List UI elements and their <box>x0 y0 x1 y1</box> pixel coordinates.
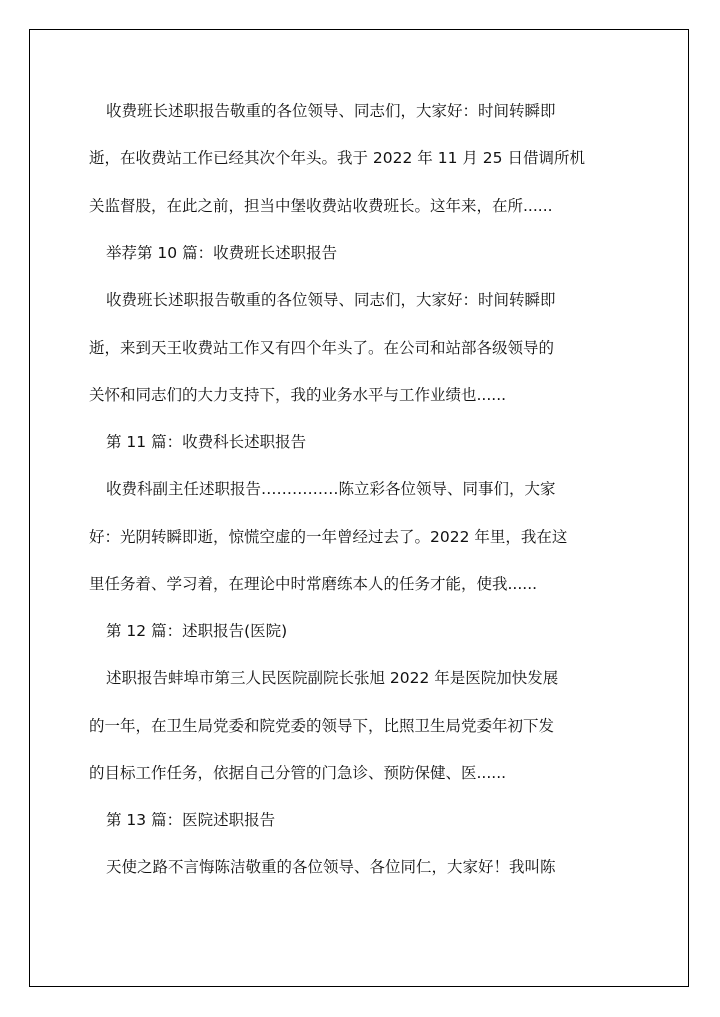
text-line: 收费班长述职报告敬重的各位领导、同志们，大家好：时间转瞬即 <box>106 102 556 120</box>
text-line: 关监督股，在此之前，担当中堡收费站收费班长。这年来，在所...... <box>89 197 553 215</box>
text-line: 收费科副主任述职报告……………陈立彩各位领导、同事们，大家 <box>106 480 556 498</box>
section-heading: 第 12 篇：述职报告(医院) <box>106 622 288 640</box>
text-line: 里任务着、学习着，在理论中时常磨练本人的任务才能，使我...... <box>89 575 538 593</box>
text-line: 的目标工作任务，依据自己分管的门急诊、预防保健、医...... <box>89 764 507 782</box>
text-line: 好：光阴转瞬即逝，惊慌空虚的一年曾经过去了。2022 年里，我在这 <box>89 528 568 546</box>
text-line: 关怀和同志们的大力支持下，我的业务水平与工作业绩也...... <box>89 386 507 404</box>
section-heading: 第 13 篇：医院述职报告 <box>106 811 276 829</box>
text-line: 述职报告蚌埠市第三人民医院副院长张旭 2022 年是医院加快发展 <box>106 669 559 687</box>
page-border <box>29 29 689 987</box>
text-line: 逝，在收费站工作已经其次个年头。我于 2022 年 11 月 25 日借调所机 <box>89 149 585 167</box>
section-heading: 举荐第 10 篇：收费班长述职报告 <box>106 244 338 262</box>
text-line: 天使之路不言悔陈洁敬重的各位领导、各位同仁，大家好！我叫陈 <box>106 858 556 876</box>
text-line: 逝，来到天王收费站工作又有四个年头了。在公司和站部各级领导的 <box>89 339 555 357</box>
text-line: 的一年，在卫生局党委和院党委的领导下，比照卫生局党委年初下发 <box>89 717 555 735</box>
text-line: 收费班长述职报告敬重的各位领导、同志们，大家好：时间转瞬即 <box>106 291 556 309</box>
section-heading: 第 11 篇：收费科长述职报告 <box>106 433 307 451</box>
